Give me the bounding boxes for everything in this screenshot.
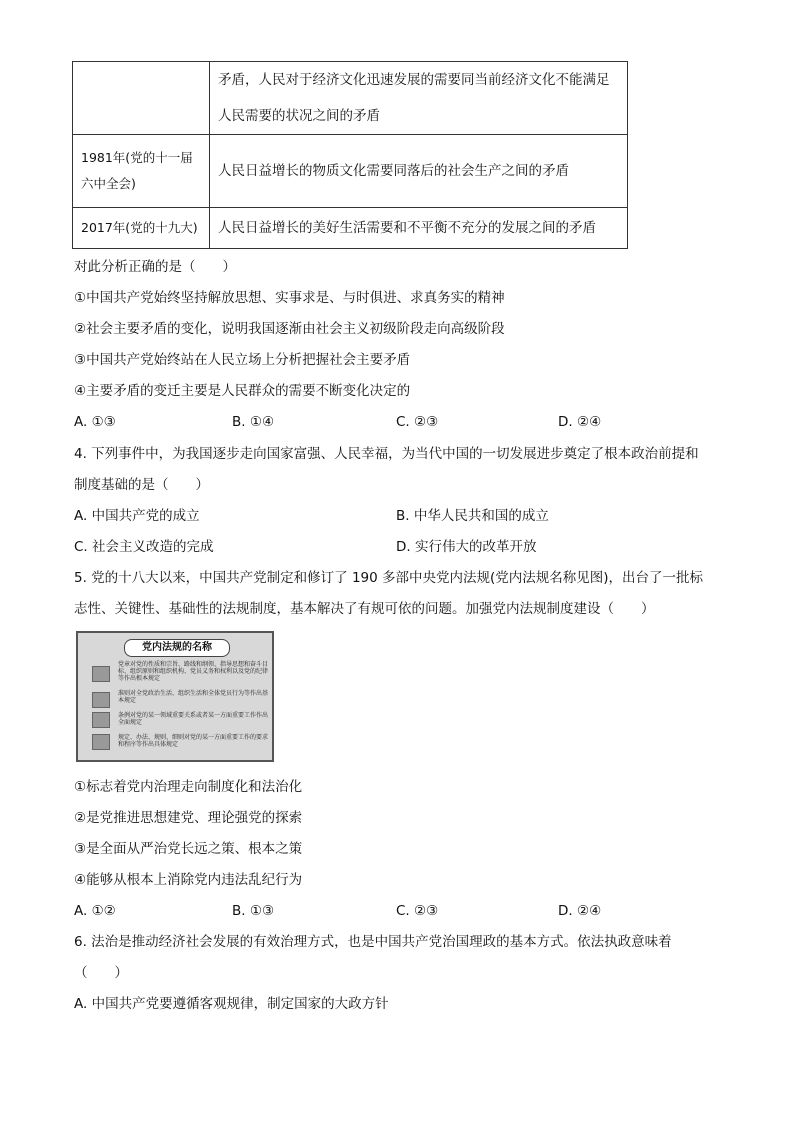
figure-entry: 党章对党的性质和宗旨、路线和纲领、指导思想和奋斗目标、组织原则和组织机构、党员义务和权利以及党的纪律等作出根本规定: [118, 661, 269, 682]
q6-stem-line1: 6. 法治是推动经济社会发展的有效治理方式，也是中国共产党治国理政的基本方式。依法执政意味着: [74, 934, 672, 950]
table-cell-period: 2017年(党的十九大): [73, 208, 210, 249]
q3-option-a[interactable]: A. ①③: [74, 414, 116, 430]
q5-option-d[interactable]: D. ②④: [558, 903, 602, 919]
q5-statement: ③是全面从严治党长远之策、根本之策: [74, 841, 303, 857]
cell-line: 矛盾，人民对于经济文化迅速发展的需要同当前经济文化不能满足: [218, 72, 610, 88]
q4-option-d[interactable]: D. 实行伟大的改革开放: [396, 539, 537, 555]
q4-stem-line2: 制度基础的是（ ）: [74, 477, 209, 493]
folder-icon: [92, 734, 110, 750]
q3-statement: ②社会主要矛盾的变化，说明我国逐渐由社会主义初级阶段走向高级阶段: [74, 321, 505, 337]
q5-stem-line1: 5. 党的十八大以来，中国共产党制定和修订了 190 多部中央党内法规(党内法规名称见图)，出台了一批标: [74, 570, 704, 586]
q3-statement: ③中国共产党始终站在人民立场上分析把握社会主要矛盾: [74, 352, 411, 368]
q3-stem: 对此分析正确的是（ ）: [74, 259, 236, 275]
q5-statement: ④能够从根本上消除党内违法乱纪行为: [74, 872, 303, 888]
q4-stem-line1: 4. 下列事件中，为我国逐步走向国家富强、人民幸福，为当代中国的一切发展进步奠定了根本政治前提和: [74, 446, 699, 462]
q5-statement: ①标志着党内治理走向制度化和法治化: [74, 779, 303, 795]
figure-entry: 规定、办法、规则、细则对党的某一方面重要工作的要求和程序等作出具体规定: [118, 734, 269, 748]
table-row: [73, 62, 628, 135]
table-row: [73, 208, 628, 249]
q3-statement: ①中国共产党始终坚持解放思想、实事求是、与时俱进、求真务实的精神: [74, 290, 505, 306]
open-book-icon: [92, 712, 110, 728]
table-cell-period: [73, 135, 210, 208]
q5-option-b[interactable]: B. ①③: [232, 903, 275, 919]
q5-option-c[interactable]: C. ②③: [396, 903, 439, 919]
party-regulations-figure: [76, 631, 274, 762]
table-cell-contradiction: [210, 62, 628, 135]
table-cell-period: [73, 62, 210, 135]
table-cell-contradiction: 人民日益增长的美好生活需要和不平衡不充分的发展之间的矛盾: [210, 208, 628, 249]
q3-option-c[interactable]: C. ②③: [396, 414, 439, 430]
table-cell-contradiction: 人民日益增长的物质文化需要同落后的社会生产之间的矛盾: [210, 135, 628, 208]
book-icon: [92, 666, 110, 682]
q3-option-b[interactable]: B. ①④: [232, 414, 275, 430]
figure-entry: 条例对党的某一领域重要关系或者某一方面重要工作作出全面规定: [118, 712, 269, 726]
q6-option-a[interactable]: A. 中国共产党要遵循客观规律，制定国家的大政方针: [74, 996, 389, 1012]
figure-title: 党内法规的名称: [124, 639, 230, 657]
cell-line: 人民需要的状况之间的矛盾: [218, 108, 380, 124]
q4-option-a[interactable]: A. 中国共产党的成立: [74, 508, 200, 524]
q4-option-c[interactable]: C. 社会主义改造的完成: [74, 539, 214, 555]
q6-stem-line2: （ ）: [74, 965, 128, 981]
document-icon: [92, 692, 110, 708]
q5-statement: ②是党推进思想建党、理论强党的探索: [74, 810, 303, 826]
q3-option-d[interactable]: D. ②④: [558, 414, 602, 430]
q4-option-b[interactable]: B. 中华人民共和国的成立: [396, 508, 549, 524]
q5-stem-line2: 志性、关键性、基础性的法规制度，基本解决了有规可依的问题。加强党内法规制度建设（ ）: [74, 601, 655, 617]
cell-line: 六中全会): [81, 176, 136, 191]
q5-option-a[interactable]: A. ①②: [74, 903, 116, 919]
contradiction-table: [72, 61, 628, 249]
figure-entry: 准则对全党政治生活、组织生活和全体党员行为等作出基本规定: [118, 690, 269, 704]
cell-line: 1981年(党的十一届: [81, 150, 193, 165]
table-row: [73, 135, 628, 208]
q3-statement: ④主要矛盾的变迁主要是人民群众的需要不断变化决定的: [74, 383, 411, 399]
